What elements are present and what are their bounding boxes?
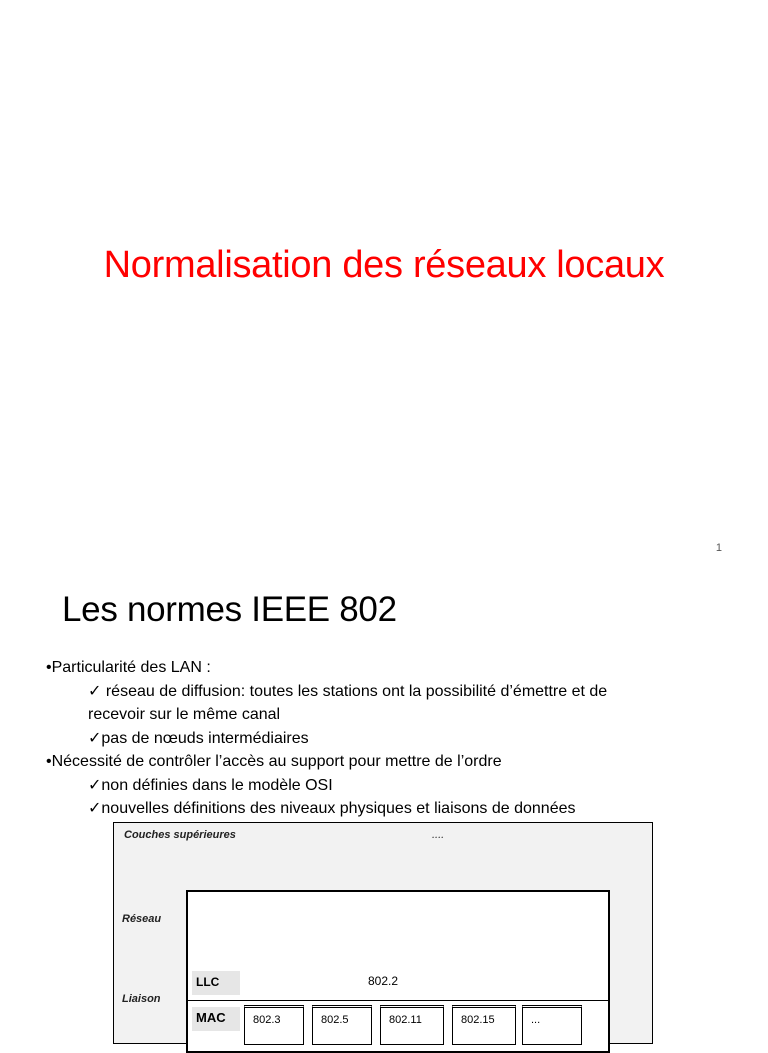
bullet-subitem: ✓non définies dans le modèle OSI bbox=[88, 776, 333, 794]
bullet-list bbox=[46, 656, 746, 821]
llc-value: 802.2 bbox=[368, 974, 399, 988]
upper-layers-dots: .... bbox=[432, 829, 445, 841]
mac-standard-box: 802.5 bbox=[312, 1005, 372, 1045]
page-number: 1 bbox=[715, 542, 722, 554]
upper-layers-label: Couches supérieures bbox=[124, 829, 236, 841]
mac-standard-box: ... bbox=[522, 1005, 582, 1045]
mac-standard-box: 802.3 bbox=[244, 1005, 304, 1045]
llc-label: LLC bbox=[192, 971, 240, 995]
mac-label: MAC bbox=[192, 1007, 240, 1031]
mac-row bbox=[186, 1000, 610, 1053]
network-layer-box bbox=[186, 890, 610, 968]
reseau-label: Réseau bbox=[122, 913, 162, 925]
liaison-label: Liaison bbox=[122, 993, 161, 1005]
slide-2 bbox=[0, 566, 768, 1024]
bullet-item: •Nécessité de contrôler l’accès au support pour mettre de l’ordre bbox=[46, 753, 502, 770]
mac-standard-box: 802.11 bbox=[380, 1005, 444, 1045]
slide-2-title: Les normes IEEE 802 bbox=[62, 590, 397, 629]
mac-standard-box: 802.15 bbox=[452, 1005, 516, 1045]
slide-1-title: Normalisation des réseaux locaux bbox=[103, 244, 665, 286]
bullet-subitem: ✓pas de nœuds intermédiaires bbox=[88, 729, 309, 747]
bullet-subitem-continuation: recevoir sur le même canal bbox=[88, 706, 281, 723]
bullet-subitem: ✓ réseau de diffusion: toutes les stations ont la possibilité d’émettre et de bbox=[88, 682, 608, 700]
llc-row bbox=[186, 966, 610, 1002]
ieee-802-layer-diagram bbox=[113, 822, 653, 1044]
bullet-subitem: ✓nouvelles définitions des niveaux physiques et liaisons de données bbox=[88, 800, 576, 817]
bullet-item: •Particularité des LAN : bbox=[46, 659, 211, 676]
